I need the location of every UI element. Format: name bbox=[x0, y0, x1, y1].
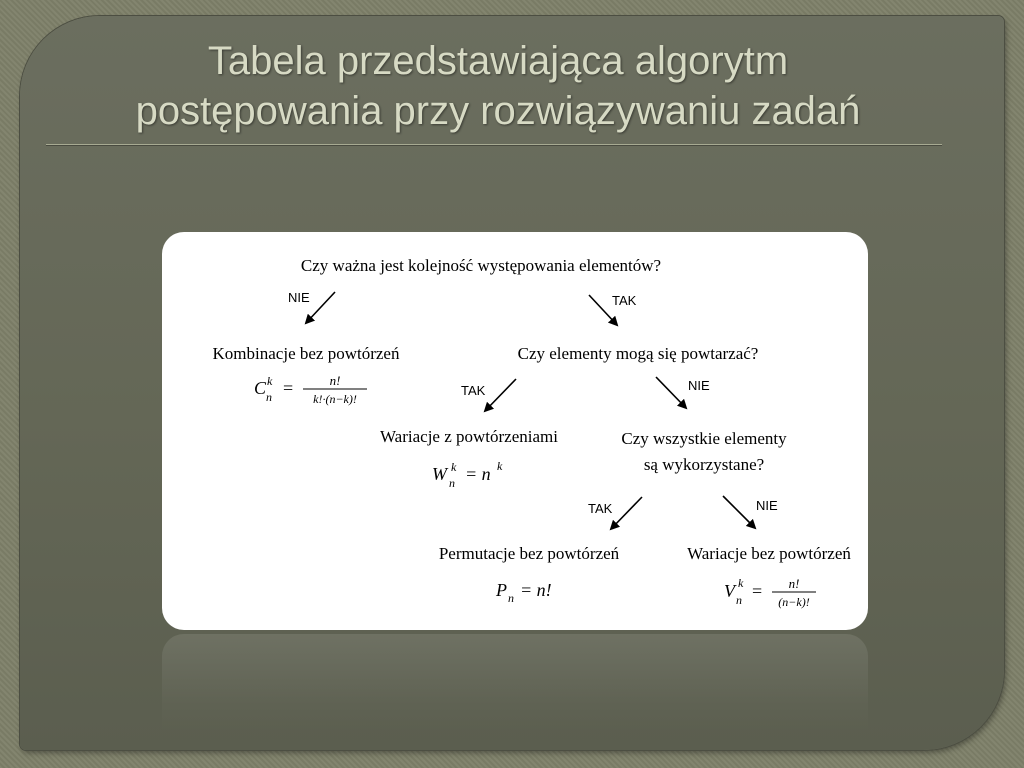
arrow-no-3 bbox=[723, 496, 755, 528]
branch-label-yes-1: TAK bbox=[612, 293, 637, 308]
formula-variations-norep-den: (n−k)! bbox=[778, 595, 810, 609]
formula-combinations-den: k!·(n−k)! bbox=[313, 392, 357, 406]
formula-permutations-sub: n bbox=[508, 591, 514, 605]
node-combinations-label: Kombinacje bez powtórzeń bbox=[212, 344, 400, 363]
formula-combinations-num: n! bbox=[329, 373, 341, 388]
arrow-no-1 bbox=[306, 292, 335, 323]
formula-variations-norep-lhs: V bbox=[724, 581, 735, 601]
formula-variations-norep-sub: n bbox=[736, 593, 742, 607]
formula-permutations bbox=[495, 580, 552, 605]
slide-title-line-2: postępowania przy rozwiązywaniu zadań bbox=[135, 89, 861, 133]
formula-variations-norep-eq: = bbox=[752, 581, 763, 601]
branch-label-yes-3: TAK bbox=[588, 501, 613, 516]
node-variations-norep-label: Wariacje bez powtórzeń bbox=[687, 544, 851, 563]
question-all-elements-used-line2: są wykorzystane? bbox=[643, 455, 765, 474]
question-order-matters: Czy ważna jest kolejność występowania elementów? bbox=[300, 256, 662, 275]
node-variations-rep-label: Wariacje z powtórzeniami bbox=[380, 427, 558, 446]
formula-variations-rep-lhs: W bbox=[432, 464, 447, 484]
arrow-no-2 bbox=[656, 377, 686, 408]
branch-label-no-1: NIE bbox=[288, 290, 310, 305]
slide-title-line-1: Tabela przedstawiająca algorytm bbox=[207, 39, 789, 83]
formula-combinations-eq: = bbox=[283, 378, 294, 398]
arrow-yes-3 bbox=[611, 497, 642, 529]
formula-variations-norep-sup: k bbox=[738, 576, 744, 590]
branch-label-no-2: NIE bbox=[688, 378, 710, 393]
formula-variations-rep-rhs-sup: k bbox=[497, 459, 503, 473]
formula-combinations-lhs: C bbox=[254, 378, 267, 398]
formula-combinations-sup: k bbox=[267, 374, 273, 388]
branch-label-yes-2: TAK bbox=[461, 383, 486, 398]
formula-variations-norep-num: n! bbox=[788, 576, 800, 591]
formula-variations-rep bbox=[432, 459, 503, 490]
question-elements-repeat: Czy elementy mogą się powtarzać? bbox=[517, 344, 759, 363]
formula-permutations-rhs: = n! bbox=[520, 580, 552, 600]
formula-variations-rep-sub: n bbox=[449, 476, 455, 490]
arrow-yes-2 bbox=[485, 379, 516, 411]
formula-variations-norep bbox=[724, 576, 816, 609]
question-all-elements-used-line1: Czy wszystkie elementy bbox=[621, 429, 787, 448]
node-permutations-label: Permutacje bez powtórzeń bbox=[438, 544, 620, 563]
formula-combinations bbox=[254, 373, 367, 406]
formula-permutations-lhs: P bbox=[496, 580, 507, 600]
formula-variations-rep-sup: k bbox=[451, 460, 457, 474]
formula-combinations-sub: n bbox=[266, 390, 272, 404]
branch-label-no-3: NIE bbox=[756, 498, 778, 513]
formula-variations-rep-rhs: = n bbox=[465, 464, 491, 484]
